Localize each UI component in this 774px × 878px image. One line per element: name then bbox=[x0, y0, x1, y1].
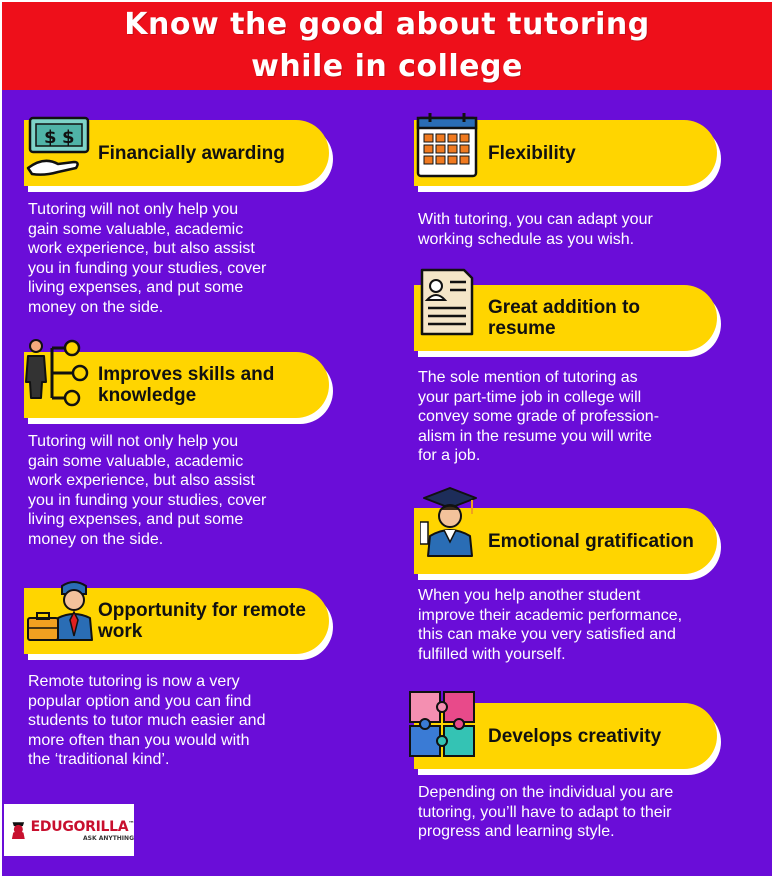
description-line: alism in the resume you will write bbox=[418, 427, 652, 445]
title-line: Opportunity for remote bbox=[98, 600, 306, 621]
description-line: money on the side. bbox=[28, 530, 164, 548]
description-line: progress and learning style. bbox=[418, 823, 615, 840]
logo-name bbox=[31, 819, 134, 835]
title-line: Great addition to bbox=[488, 297, 640, 318]
benefit-title: Emotional gratification bbox=[488, 530, 694, 552]
description-line: the ‘traditional kind’. bbox=[28, 751, 170, 768]
calendar-icon bbox=[410, 108, 482, 180]
money-hand-icon bbox=[22, 112, 94, 184]
benefit-title bbox=[98, 600, 306, 642]
benefit-description bbox=[28, 672, 323, 770]
description-line: more often than you would with bbox=[28, 731, 250, 749]
description-line: popular option and you can find bbox=[28, 692, 252, 710]
description-line: students to tutor much easier and bbox=[28, 712, 266, 729]
gorilla-icon bbox=[10, 816, 27, 844]
benefit-title: Financially awarding bbox=[98, 142, 285, 164]
description-line: gain some valuable, academic bbox=[28, 220, 244, 238]
description-line: Tutoring will not only help you bbox=[28, 201, 239, 218]
description-line: When you help another student bbox=[418, 587, 641, 604]
title-line: Improves skills and bbox=[98, 364, 275, 385]
description-line: gain some valuable, academic bbox=[28, 452, 244, 470]
benefit-description bbox=[418, 368, 718, 466]
page-title-line-2: while in college bbox=[251, 49, 523, 84]
description-line: working schedule as you wish. bbox=[418, 230, 635, 248]
description-line: this can make you very satisfied and bbox=[418, 626, 676, 643]
logo-tagline: ASK ANYTHING bbox=[82, 834, 134, 842]
benefit-title bbox=[98, 364, 274, 406]
graduate-icon bbox=[420, 484, 480, 558]
page-title-line-1: Know the good about tutoring bbox=[124, 7, 650, 42]
benefit-title: Flexibility bbox=[488, 142, 576, 164]
description-line: for a job. bbox=[418, 447, 481, 464]
description-line: fulfilled with yourself. bbox=[418, 645, 566, 663]
skill-tree-icon bbox=[20, 336, 92, 408]
remote-worker-icon bbox=[24, 576, 96, 648]
description-line: With tutoring, you can adapt your bbox=[418, 211, 653, 228]
description-line: The sole mention of tutoring as bbox=[418, 369, 638, 386]
benefit-description bbox=[28, 432, 318, 549]
benefit-description bbox=[418, 586, 728, 664]
svg-text:$: $ bbox=[62, 127, 75, 148]
header-banner bbox=[2, 2, 772, 90]
description-line: you in funding your studies, cover bbox=[28, 259, 267, 277]
benefit-title bbox=[488, 297, 640, 339]
logo-wordmark: EDUGORILLA bbox=[30, 818, 129, 835]
description-line: living expenses, and put some bbox=[28, 511, 244, 528]
puzzle-icon bbox=[406, 688, 478, 760]
description-line: you in funding your studies, cover bbox=[28, 491, 267, 509]
title-line: work bbox=[98, 621, 143, 642]
description-line: Tutoring will not only help you bbox=[28, 433, 239, 450]
title-line: knowledge bbox=[98, 385, 197, 406]
trademark-mark: ™ bbox=[128, 819, 134, 827]
description-line: convey some grade of profession- bbox=[418, 408, 660, 425]
description-line: work experience, but also assist bbox=[28, 240, 255, 257]
description-line: your part-time job in college will bbox=[418, 388, 642, 406]
description-line: work experience, but also assist bbox=[28, 472, 255, 489]
benefit-description bbox=[28, 200, 318, 317]
description-line: improve their academic performance, bbox=[418, 606, 683, 624]
benefit-title: Develops creativity bbox=[488, 725, 662, 747]
description-line: tutoring, you’ll have to adapt to their bbox=[418, 803, 672, 821]
description-line: money on the side. bbox=[28, 298, 164, 316]
benefit-description bbox=[418, 783, 728, 842]
svg-text:$: $ bbox=[44, 127, 57, 148]
edugorilla-logo bbox=[4, 804, 134, 856]
description-line: Depending on the individual you are bbox=[418, 784, 674, 801]
description-line: Remote tutoring is now a very bbox=[28, 673, 240, 690]
benefit-description bbox=[418, 210, 718, 249]
description-line: living expenses, and put some bbox=[28, 279, 244, 296]
title-line: resume bbox=[488, 318, 556, 339]
resume-icon bbox=[410, 266, 482, 338]
